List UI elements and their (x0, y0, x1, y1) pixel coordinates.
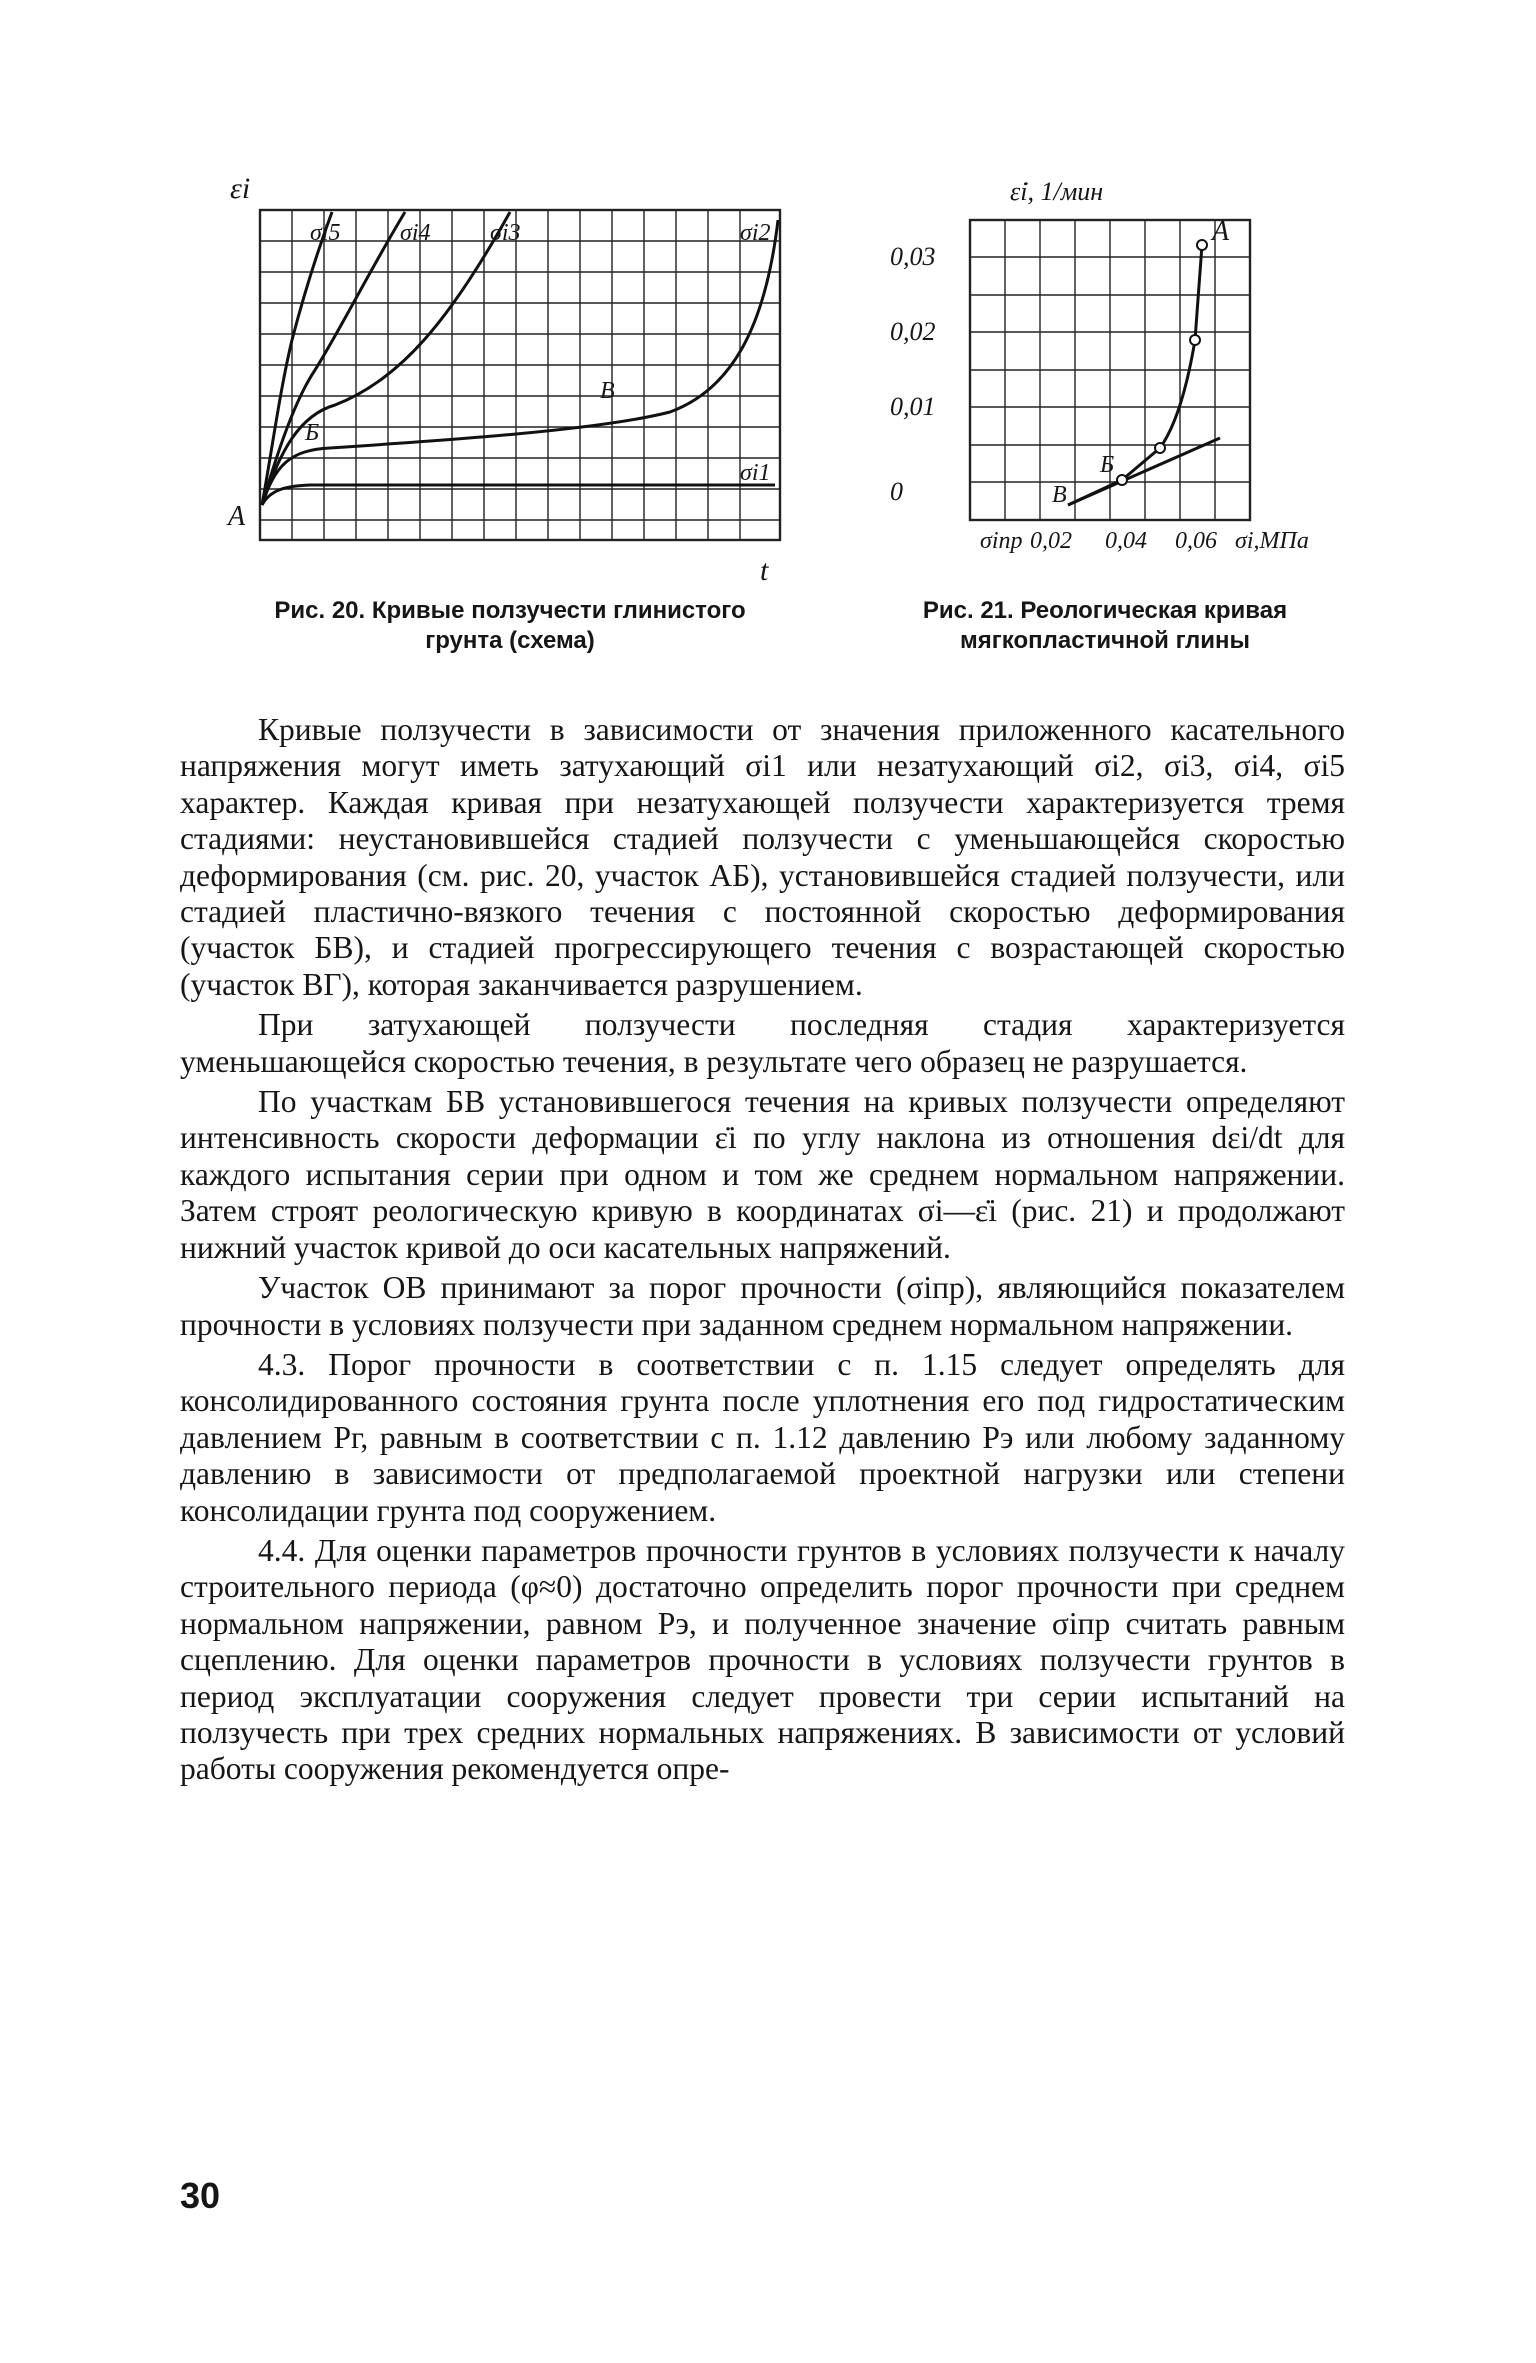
figure-20-caption-line1: Рис. 20. Кривые ползучести глинистого (274, 597, 746, 624)
curve-main (1068, 245, 1202, 505)
curve-label-sigma1: σi1 (740, 460, 771, 486)
paragraph-6: 4.4. Для оценки параметров прочности грунтов в условиях ползучести к началу строительного периода (φ≈0) достаточно определить порог прочности при среднем нормальном напряжении, равном Pэ, и полученное значение σiпр считать равным сцеплению. Для оценки параметров прочности в условиях ползучести грунтов в период эксплуатации сооружения следует провести три серии испытаний на ползучесть при трех средних нормальных напряжениях. В зависимости от условий работы сооружения рекомендуется опре- (180, 1532, 1345, 1787)
point-v-label: В (1052, 482, 1067, 508)
figure-20-caption (200, 596, 820, 656)
point-a-label: A (228, 501, 246, 532)
paragraph-4: Участок ОВ принимают за порог прочности (σiпр), являющийся показателем прочности в условиях ползучести при заданном среднем нормальном напряжении. (180, 1270, 1345, 1342)
curve-sigma1 (262, 485, 775, 505)
x-tick-sigma-pr: σiпр (980, 528, 1023, 554)
x-tick-006: 0,06 (1175, 528, 1217, 554)
y-tick-002: 0,02 (890, 317, 936, 346)
y-tick-001: 0,01 (890, 392, 936, 421)
point-b-label: Б (1100, 452, 1115, 478)
point-a-label: A (1212, 216, 1230, 247)
figure-20 (200, 150, 820, 656)
point-v-label: В (600, 378, 615, 404)
page-number: 30 (180, 2175, 221, 2216)
y-axis-label: εi (230, 172, 251, 205)
paragraph-1: Кривые ползучести в зависимости от значения приложенного касательного напряжения могут иметь затухающий σi1 или незатухающий σi2, σi3, σi4, σi5 характер. Каждая кривая при незатухающей ползучести характеризуется тремя стадиями: неустановившейся стадией ползучести с уменьшающейся скоростью деформирования (см. рис. 20, участок АБ), установившейся стадией ползучести, или стадией пластично-вязкого течения с постоянной скоростью деформирования (участок БВ), и стадией прогрессирующего течения с возрастающей скоростью (участок ВГ), которая заканчивается разрушением. (180, 712, 1345, 1002)
x-tick-004: 0,04 (1105, 528, 1147, 554)
creep-curves-schematic (200, 150, 820, 590)
x-axis-label: t (760, 554, 769, 587)
curve-label-sigma3: σi3 (490, 220, 521, 246)
x-axis-label: σi,МПа (1235, 528, 1309, 554)
x-tick-002: 0,02 (1030, 528, 1072, 554)
point-b-label: Б (305, 420, 320, 446)
figures-row (200, 150, 1350, 670)
curve-label-sigma4: σi4 (400, 220, 431, 246)
curve-label-sigma5: σi5 (310, 220, 341, 246)
y-axis-label: ε̇i, 1/мин (1010, 177, 1104, 206)
y-tick-0: 0 (890, 477, 903, 506)
figure-21-caption (860, 596, 1350, 656)
figure-21-caption-line2: мягкопластичной глины (960, 627, 1250, 654)
rheological-curve (860, 150, 1350, 590)
grid (260, 210, 780, 540)
figure-21 (860, 150, 1350, 656)
figure-21-caption-line1: Рис. 21. Реологическая кривая (922, 597, 1288, 624)
curve-sigma3 (262, 212, 510, 505)
figure-20-caption-line2: грунта (схема) (425, 627, 595, 654)
paragraph-5: 4.3. Порог прочности в соответствии с п. 1.15 следует определять для консолидированного состояния грунта после уплотнения его под гидростатическим давлением Pг, равным в соответствии с п. 1.12 давлению Pэ или любому заданному давлению в зависимости от предполагаемой проектной нагрузки или степени консолидации грунта под сооружением. (180, 1346, 1345, 1528)
curve-sigma4 (262, 212, 405, 505)
paragraph-2: При затухающей ползучести последняя стадия характеризуется уменьшающейся скоростью течения, в результате чего образец не разрушается. (180, 1007, 1345, 1079)
y-tick-003: 0,03 (890, 242, 936, 271)
curve-sigma2 (262, 220, 778, 505)
creep-curves (262, 212, 778, 505)
body-text (180, 712, 1345, 1788)
curve-label-sigma2: σi2 (740, 220, 771, 246)
extrapolation-line (1068, 438, 1220, 505)
rheo-lines (1068, 245, 1220, 505)
paragraph-3: По участкам БВ установившегося течения на кривых ползучести определяют интенсивность скорости деформации ε̇i по углу наклона из отношения dεi/dt для каждого испытания серии при одном и том же среднем нормальном напряжении. Затем строят реологическую кривую в координатах σi—ε̇i (рис. 21) и продолжают нижний участок кривой до оси касательных напряжений. (180, 1084, 1345, 1265)
